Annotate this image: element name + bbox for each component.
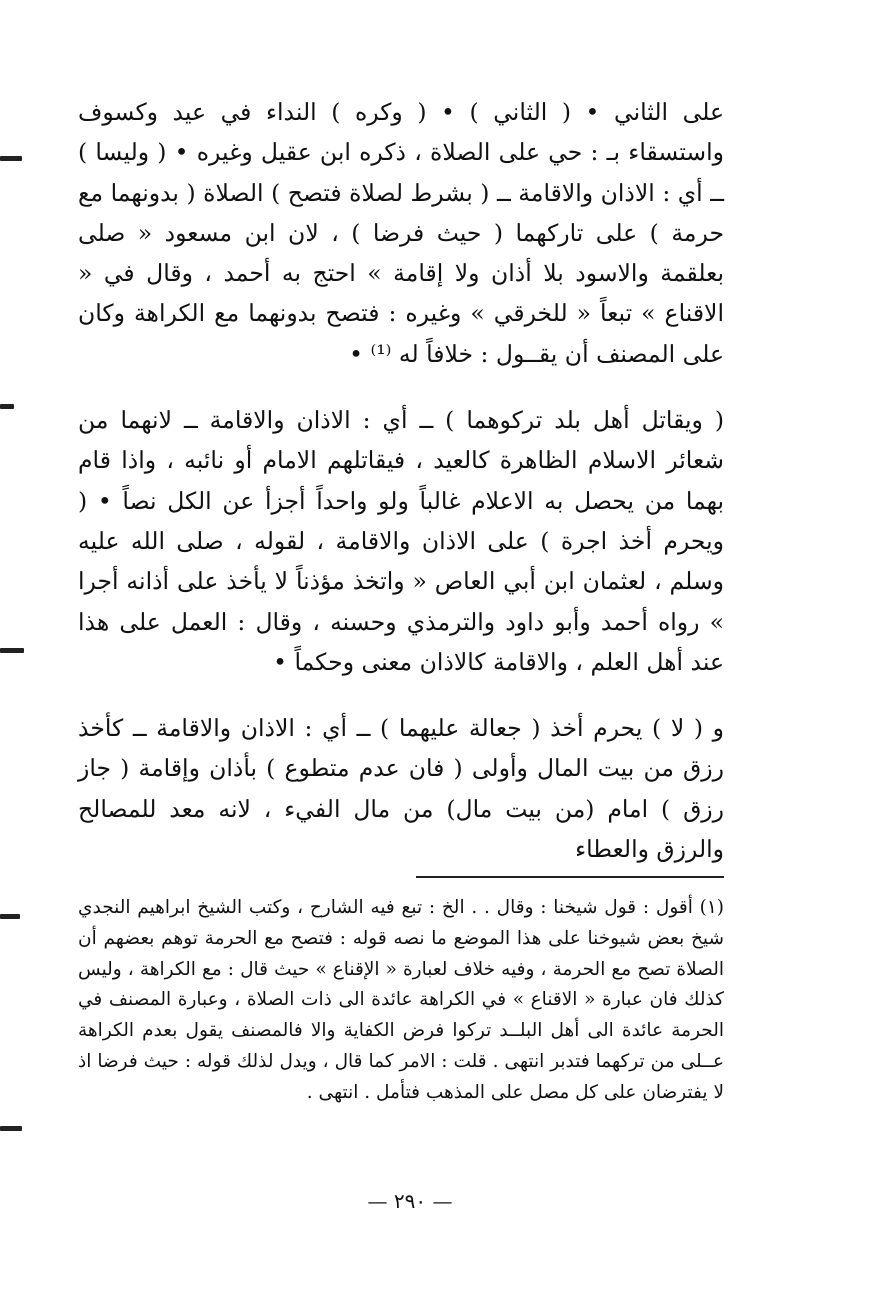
footnotes bbox=[78, 893, 724, 1109]
margin-mark bbox=[0, 1126, 22, 1131]
paragraph: و ( لا ) يحرم أخذ ( جعالة عليهما ) ــ أي : الاذان والاقامة ــ كأخذ رزق من بيت المال وأولى ( فان عدم متطوع ) بأذان وإقامة ( جاز رزق ) امام (من بيت مال) من مال الفيء ، لانه معد للمصالح والرزق والعطاء bbox=[78, 714, 724, 864]
margin-mark bbox=[0, 404, 14, 409]
page-number: — ٢٩٠ — bbox=[367, 1189, 453, 1213]
paragraph: على الثاني • ( الثاني ) • ( وكره ) النداء في عيد وكسوف واستسقاء بـ : حي على الصلاة ، ذكره ابن عقيل وغيره • ( وليسا ) ــ أي : الاذان والاقامة ــ ( بشرط لصلاة فتصح ) الصلاة ( بدونهما مع حرمة ) على تاركهما ( حيث فرضا ) ، لان ابن مسعود « صلى بعلقمة والاسود بلا أذان ولا إقامة » احتج به أحمد ، وقال في « الاقناع » تبعاً « للخرقي » وغيره : فتصح بدونهما مع الكراهة وكان على المصنف أن يقــول : خلافاً له ⁽¹⁾ • bbox=[78, 98, 724, 368]
margin-mark bbox=[0, 156, 22, 161]
main-text bbox=[78, 92, 724, 869]
margin-mark bbox=[0, 648, 24, 653]
footnote-separator bbox=[416, 876, 724, 878]
margin-mark bbox=[0, 914, 20, 919]
footnote-1: (١) أقول : قول شيخنا : وقال . . الخ : تبع فيه الشارح ، وكتب الشيخ ابراهيم النجدي شيخ بعض شيوخنا على هذا الموضع ما نصه قوله : فتصح مع الحرمة توهم بعضهم أن الصلاة تصح مع الحرمة ، وفيه خلاف لعبارة « الإقناع » حيث قال : مع الكراهة ، وليس كذلك فان عبارة « الاقناع » في الكراهة عائدة الى ذات الصلاة ، وعبارة المصنف في الحرمة عائدة الى أهل البلــد تركوا فرض الكفاية والا فالمصنف يقول بعدم الكراهة عــلى من تركهما فتدبر انتهى . قلت : الامر كما قال ، ويدل لذلك قوله : حيث فرضا اذ لا يفترضان على كل مصل على المذهب فتأمل . انتهى . bbox=[78, 897, 724, 1103]
paragraph: ( ويقاتل أهل بلد تركوهما ) ــ أي : الاذان والاقامة ــ لانهما من شعائر الاسلام الظاهرة كالعيد ، فيقاتلهم الامام أو نائبه ، واذا قام بهما من يحصل به الاعلام غالباً ولو واحداً أجزأ عن الكل نصاً • ( ويحرم أخذ اجرة ) على الاذان والاقامة ، لقوله ، صلى الله عليه وسلم ، لعثمان ابن أبي العاص « واتخذ مؤذناً لا يأخذ على أذانه أجرا » رواه أحمد وأبو داود والترمذي وحسنه ، وقال : العمل على هذا عند أهل العلم ، والاقامة كالاذان معنى وحكماً • bbox=[78, 406, 724, 676]
